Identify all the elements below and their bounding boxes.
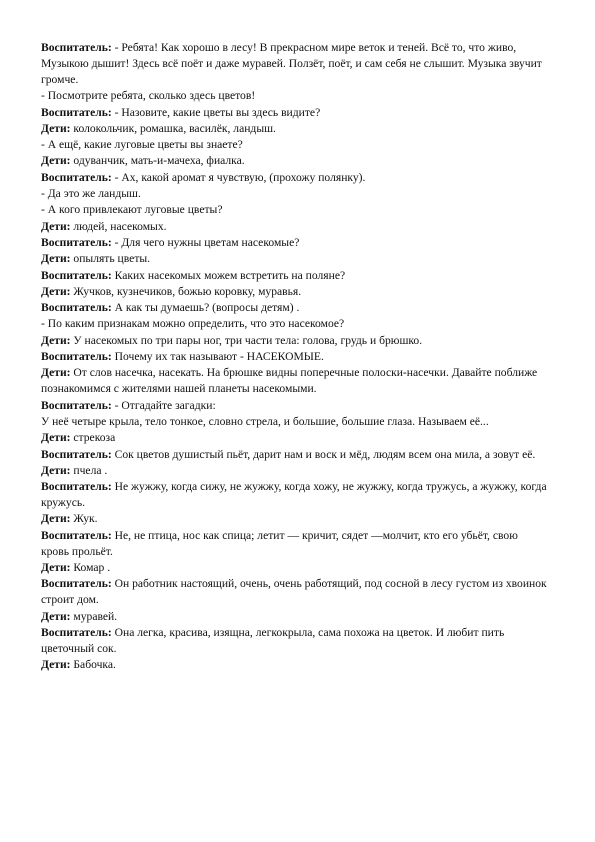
paragraph-text: От слов насечка, насекать. На брюшке видны поперечные полоски-насечки. Давайте поближе познакомимся с жителями нашей планеты насекомыми. <box>41 366 538 396</box>
speaker-label: Дети: <box>41 463 71 477</box>
dialogue-paragraph <box>41 511 547 527</box>
speaker-label: Дети: <box>41 219 71 233</box>
paragraph-text: Не, не птица, нос как спица; летит — кричит, сядет —молчит, кто его убьёт, свою кровь прольёт. <box>41 528 518 558</box>
speaker-label: Дети: <box>41 121 71 135</box>
speaker-label: Дети: <box>41 252 71 266</box>
dialogue-paragraph <box>41 430 547 446</box>
dialogue-paragraph <box>41 560 547 576</box>
speaker-label: Воспитатель: <box>41 350 112 364</box>
speaker-label: Воспитатель: <box>41 480 112 494</box>
paragraph-text: - По каким признакам можно определить, что это насекомое? <box>41 317 345 331</box>
dialogue-paragraph <box>41 479 547 511</box>
speaker-label: Воспитатель: <box>41 105 112 119</box>
dialogue-paragraph <box>41 316 547 332</box>
paragraph-text: - Посмотрите ребята, сколько здесь цветов! <box>41 89 256 103</box>
speaker-label: Дети: <box>41 284 71 298</box>
dialogue-paragraph <box>41 414 547 430</box>
dialogue-paragraph <box>41 235 547 251</box>
paragraph-text: - Ах, какой аромат я чувствую, (прохожу полянку). <box>111 170 366 184</box>
dialogue-paragraph <box>41 528 547 560</box>
speaker-label: Воспитатель: <box>41 625 112 639</box>
dialogue-paragraph <box>41 609 547 625</box>
paragraph-text: пчела . <box>70 463 108 477</box>
dialogue-paragraph <box>41 251 547 267</box>
paragraph-text: Он работник настоящий, очень, очень работящий, под сосной в лесу густом из хвоинок строит дом. <box>41 577 547 607</box>
paragraph-text: У насекомых по три пары ног, три части тела: голова, грудь и брюшко. <box>70 333 423 347</box>
dialogue-paragraph <box>41 40 547 88</box>
paragraph-text: - Да это же ландыш. <box>41 187 141 201</box>
dialogue-paragraph <box>41 576 547 608</box>
paragraph-text: Жучков, кузнечиков, божью коровку, муравья. <box>70 284 302 298</box>
speaker-label: Воспитатель: <box>41 170 112 184</box>
speaker-label: Воспитатель: <box>41 301 112 315</box>
speaker-label: Воспитатель: <box>41 447 112 461</box>
paragraph-text: колокольчик, ромашка, василёк, ландыш. <box>70 121 276 135</box>
paragraph-text: опылять цветы. <box>70 252 151 266</box>
paragraph-text: - Ребята! Как хорошо в лесу! В прекрасном мире веток и теней. Всё то, что живо, Музыкою дышит! Здесь всё поёт и даже муравей. Ползёт, поёт, и сам себя не слышит. Музыка звучит громче. <box>41 41 542 86</box>
dialogue-paragraph <box>41 657 547 673</box>
paragraph-text: Почему их так называют - НАСЕКОМЫЕ. <box>111 350 324 364</box>
speaker-label: Воспитатель: <box>41 398 112 412</box>
paragraph-text: муравей. <box>70 609 118 623</box>
speaker-label: Дети: <box>41 366 71 380</box>
speaker-label: Дети: <box>41 561 71 575</box>
speaker-label: Дети: <box>41 658 71 672</box>
paragraph-text: Каких насекомых можем встретить на поляне? <box>111 268 346 282</box>
paragraph-text: людей, насекомых. <box>70 219 167 233</box>
speaker-label: Дети: <box>41 154 71 168</box>
dialogue-paragraph <box>41 153 547 169</box>
speaker-label: Дети: <box>41 333 71 347</box>
dialogue-paragraph <box>41 219 547 235</box>
dialogue-paragraph <box>41 398 547 414</box>
paragraph-text: - Для чего нужны цветам насекомые? <box>111 235 300 249</box>
paragraph-text: Комар . <box>70 561 111 575</box>
speaker-label: Воспитатель: <box>41 41 112 54</box>
dialogue-paragraph <box>41 121 547 137</box>
speaker-label: Воспитатель: <box>41 235 112 249</box>
speaker-label: Воспитатель: <box>41 528 112 542</box>
speaker-label: Дети: <box>41 609 71 623</box>
dialogue-paragraph <box>41 349 547 365</box>
paragraph-text: Бабочка. <box>70 658 116 672</box>
dialogue-paragraph <box>41 202 547 218</box>
speaker-label: Дети: <box>41 512 71 526</box>
dialogue-paragraph <box>41 137 547 153</box>
dialogue-paragraph <box>41 88 547 104</box>
dialogue-paragraph <box>41 463 547 479</box>
paragraph-text: - А ещё, какие луговые цветы вы знаете? <box>41 138 243 152</box>
dialogue-paragraph <box>41 625 547 657</box>
paragraph-text: одуванчик, мать-и-мачеха, фиалка. <box>70 154 245 168</box>
dialogue-paragraph <box>41 268 547 284</box>
paragraph-text: стрекоза <box>70 431 116 445</box>
dialogue-paragraph <box>41 333 547 349</box>
paragraph-text: А как ты думаешь? (вопросы детям) . <box>111 301 300 315</box>
dialogue-paragraph <box>41 300 547 316</box>
paragraph-text: Не жужжу, когда сижу, не жужжу, когда хожу, не жужжу, когда тружусь, а жужжу, когда кружусь. <box>41 480 547 510</box>
speaker-label: Воспитатель: <box>41 577 112 591</box>
speaker-label: Дети: <box>41 431 71 445</box>
dialogue-paragraph <box>41 365 547 397</box>
dialogue-paragraph <box>41 105 547 121</box>
speaker-label: Воспитатель: <box>41 268 112 282</box>
paragraph-text: Жук. <box>70 512 98 526</box>
paragraph-text: - А кого привлекают луговые цветы? <box>41 203 223 217</box>
dialogue-paragraph <box>41 170 547 186</box>
paragraph-text: - Отгадайте загадки: <box>111 398 216 412</box>
dialogue-paragraph <box>41 284 547 300</box>
paragraph-text: Она легка, красива, изящна, легкокрыла, сама похожа на цветок. И любит пить цветочный сок. <box>41 625 505 655</box>
paragraph-text: У неё четыре крыла, тело тонкое, словно стрела, и большие, большие глаза. Называем её... <box>41 414 489 428</box>
dialogue-paragraph <box>41 186 547 202</box>
paragraph-text: Сок цветов душистый пьёт, дарит нам и воск и мёд, людям всем она мила, а зовут её. <box>111 447 536 461</box>
dialogue-paragraph <box>41 447 547 463</box>
paragraph-text: - Назовите, какие цветы вы здесь видите? <box>111 105 321 119</box>
